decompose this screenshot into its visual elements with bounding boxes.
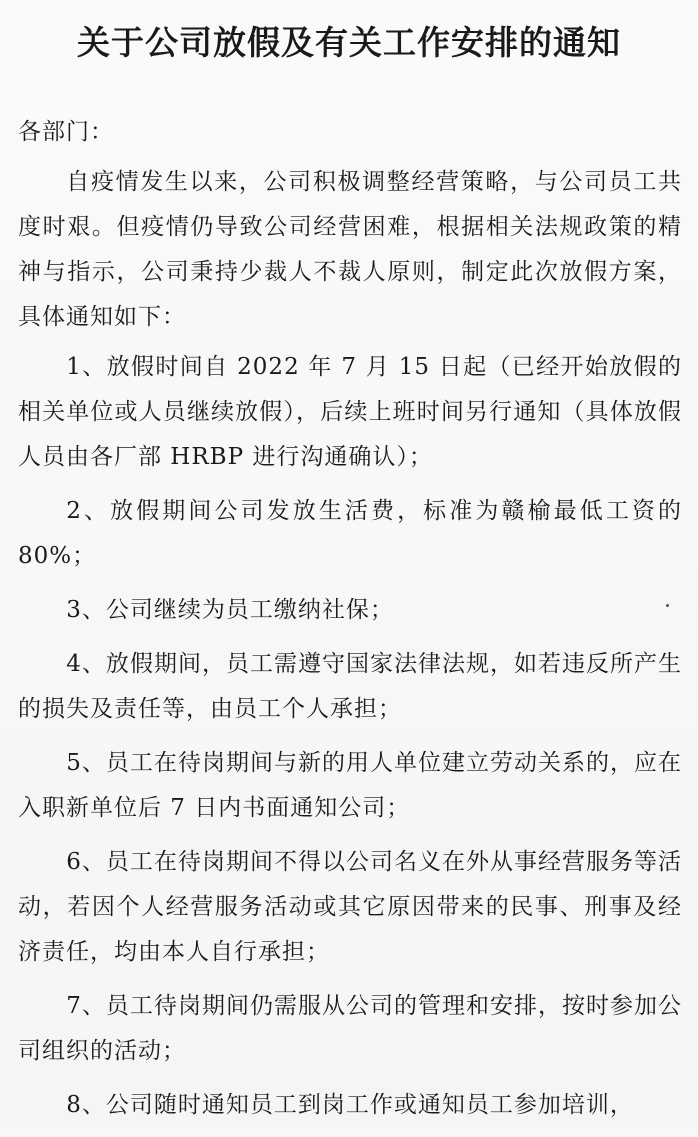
notice-item-8: 8、公司随时通知员工到岗工作或通知员工参加培训， [66,1092,634,1118]
notice-item-4: 4、放假期间，员工需遵守国家法律法规，如若违反所产生的损失及责任等，由员工个人承担； [18,651,682,722]
notice-item-6: 6、员工在待岗期间不得以公司名义在外从事经营服务等活动，若因个人经营服务活动或其它原因带来的民事、刑事及经济责任，均由本人自行承担； [18,849,682,965]
intro-paragraph: 自疫情发生以来，公司积极调整经营策略，与公司员工共度时艰。但疫情仍导致公司经营困难，根据相关法规政策的精神与指示，公司秉持少裁人不裁人原则，制定此次放假方案，具体通知如下： [18,169,682,330]
scan-speck [666,604,669,607]
salutation: 各部门： [18,119,114,145]
notice-item-3: 3、公司继续为员工缴纳社保； [66,597,394,623]
notice-item-1: 1、放假时间自 2022 年 7 月 15 日起（已经开始放假的相关单位或人员继续放假），后续上班时间另行通知（具体放假人员由各厂部 HRBP 进行沟通确认）； [18,354,682,470]
notice-item-5: 5、员工在待岗期间与新的用人单位建立劳动关系的，应在入职新单位后 7 日内书面通知公司； [18,750,682,821]
notice-item-2: 2、放假期间公司发放生活费，标准为赣榆最低工资的 80%； [18,498,682,569]
notice-item-7: 7、员工待岗期间仍需服从公司的管理和安排，按时参加公司组织的活动； [18,993,682,1064]
notice-title: 关于公司放假及有关工作安排的通知 [77,23,621,62]
notice-body [18,110,682,1137]
